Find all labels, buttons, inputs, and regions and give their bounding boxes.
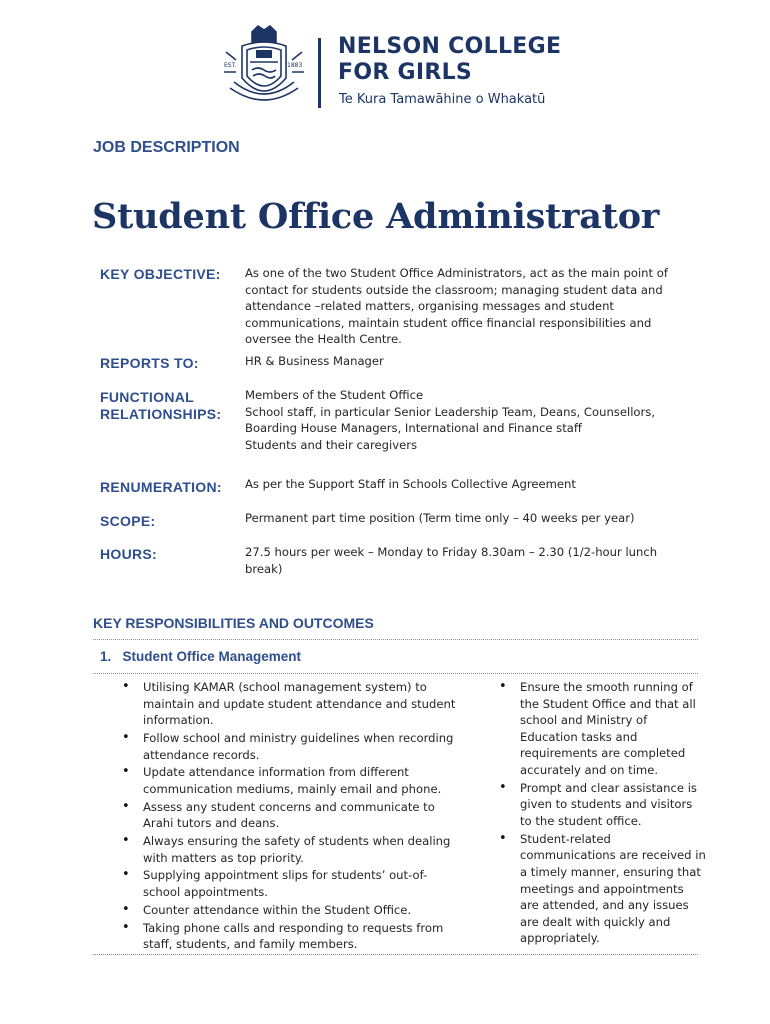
school-name <box>338 34 561 86</box>
list-item: • Utilising KAMAR (school management system) to maintain and update student attendance and student information. <box>119 679 464 729</box>
responsibilities-heading: KEY RESPONSIBILITIES AND OUTCOMES <box>93 615 374 631</box>
document-type-heading: JOB DESCRIPTION <box>93 139 240 156</box>
crest-est-text: EST. <box>224 62 237 69</box>
reports-to-value: HR & Business Manager <box>245 354 384 368</box>
renumeration-label: RENUMERATION: <box>100 479 222 495</box>
page-title: Student Office Administrator <box>92 196 660 237</box>
list-item: • Supplying appointment slips for students’ out-of-school appointments. <box>119 867 464 900</box>
hours-value: 27.5 hours per week – Monday to Friday 8.30am – 2.30 (1/2-hour lunch break) <box>245 545 658 576</box>
key-objective-value: As one of the two Student Office Administrators, act as the main point of contact for students outside the classroom; managing student data and attendance –related matters, organising messages and student communications, maintain student office financial responsibilities and oversee the Health Centre. <box>245 266 668 346</box>
section-title: 1. Student Office Management <box>100 649 302 664</box>
list-item: • Ensure the smooth running of the Student Office and that all school and Ministry of Education tasks and requirements are completed accurately and on time. <box>496 679 706 779</box>
school-name-maori: Te Kura Tamawāhine o Whakatū <box>339 92 546 107</box>
divider <box>93 673 698 674</box>
list-item: • Prompt and clear assistance is given to students and visitors to the student office. <box>496 780 706 830</box>
functional-relationships-value: Members of the Student Office School staff, in particular Senior Leadership Team, Deans, Counsellors, Boarding House Managers, International and Finance staff Students and their caregivers <box>245 388 656 452</box>
responsibilities-list <box>119 679 464 954</box>
school-name-line1: NELSON COLLEGE <box>338 34 562 59</box>
hours-label: HOURS: <box>100 546 158 562</box>
list-item: • Follow school and ministry guidelines when recording attendance records. <box>119 730 464 763</box>
scope-value: Permanent part time position (Term time only – 40 weeks per year) <box>245 511 635 525</box>
renumeration-value: As per the Support Staff in Schools Collective Agreement <box>245 477 576 491</box>
divider <box>93 639 698 640</box>
outcomes-list <box>496 679 706 948</box>
divider <box>93 954 698 955</box>
crest-year-text: 1883 <box>287 62 303 69</box>
school-crest-logo <box>222 20 306 110</box>
header-divider <box>318 38 321 108</box>
list-item: • Counter attendance within the Student Office. <box>119 902 464 919</box>
list-item: • Always ensuring the safety of students when dealing with matters as top priority. <box>119 833 464 866</box>
list-item: • Student-related communications are received in a timely manner, ensuring that meetings and appointments are attended, and any issues are dealt with quickly and appropriately. <box>496 831 706 947</box>
list-item: • Taking phone calls and responding to requests from staff, students, and family members. <box>119 920 464 953</box>
key-objective-label: KEY OBJECTIVE: <box>100 266 221 282</box>
reports-to-label: REPORTS TO: <box>100 355 199 371</box>
scope-label: SCOPE: <box>100 513 156 529</box>
functional-relationships-label: FUNCTIONAL RELATIONSHIPS: <box>100 389 222 422</box>
list-item: • Update attendance information from different communication mediums, mainly email and phone. <box>119 764 464 797</box>
school-name-line2: FOR GIRLS <box>338 60 473 85</box>
list-item: • Assess any student concerns and communicate to Arahi tutors and deans. <box>119 799 464 832</box>
